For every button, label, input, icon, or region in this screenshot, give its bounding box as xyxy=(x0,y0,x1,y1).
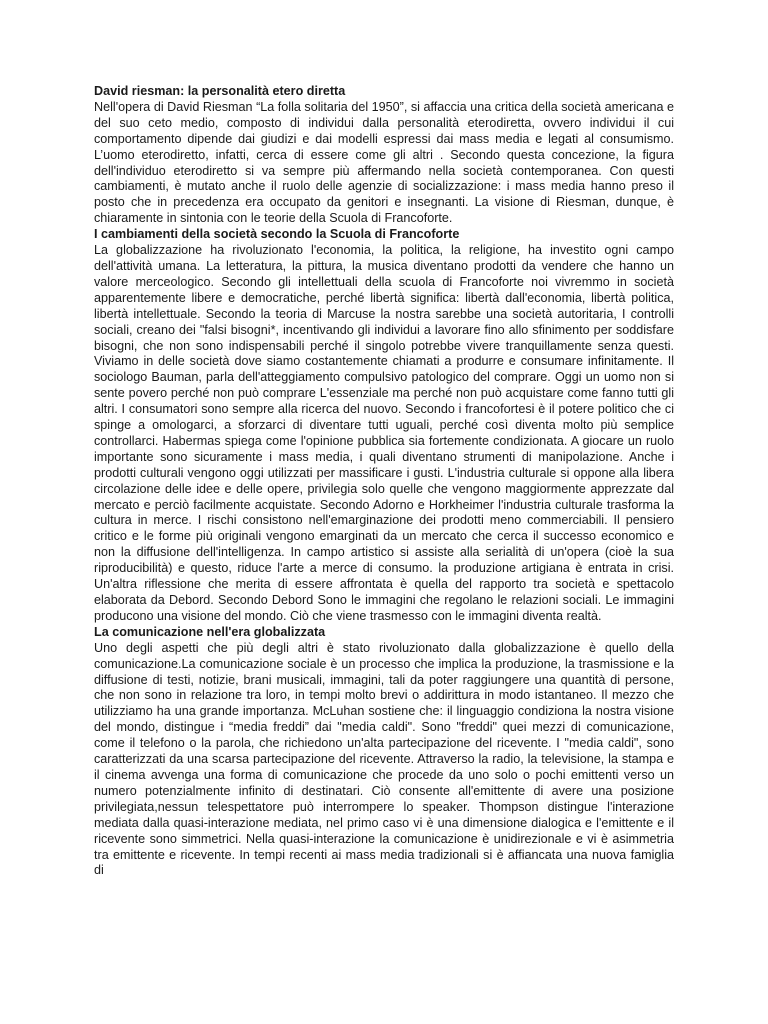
section-body-riesman: Nell'opera di David Riesman “La folla solitaria del 1950”, si affaccia una critica della società americana e del suo ceto medio, composto di individui dalla personalità eterodiretta, ovvero individui il cui comportamento dipende dai giudizi e dai modelli espressi dai mass media e legati al consumismo. L’uomo eterodiretto, infatti, cerca di essere come gli altri . Secondo questa concezione, la figura dell'individuo eterodiretto si va sempre più affermando nella società contemporanea. Con questi cambiamenti, è mutato anche il ruolo delle agenzie di socializzazione: i mass media hanno preso il posto che in precedenza era occupato da genitori e insegnanti. La visione di Riesman, dunque, è chiaramente in sintonia con le teorie della Scuola di Francoforte. xyxy=(94,99,674,226)
section-body-francoforte: La globalizzazione ha rivoluzionato l'economia, la politica, la religione, ha investito ogni campo dell'attività umana. La letteratura, la pittura, la musica diventano prodotti da vendere che hanno un valore merceologico. Secondo gli intellettuali della scuola di Francoforte noi vivremmo in società apparentemente libere e democratiche, perché libertà significa: libertà dall'economia, libertà politica, libertà intellettuale. Secondo la teoria di Marcuse la nostra sarebbe una società autoritaria, I controlli sociali, creano dei "falsi bisogni*, incentivando gli individui a lavorare fino allo sfinimento per soddisfare bisogni, che non sono indispensabili perché il singolo potrebbe vivere tranquillamente senza questi. Viviamo in delle società dove siamo costantemente chiamati a produrre e consumare infinitamente. Il sociologo Bauman, parla dell'atteggiamento compulsivo patologico del comprare. Oggi un uomo non si sente povero perché non può comprare L'essenziale ma perché non può acquistare come fanno tutti gli altri. I consumatori sono sempre alla ricerca del nuovo. Secondo i francofortesi è il potere politico che ci spinge a omologarci, a sforzarci di diventare tutti uguali, perché così diventa molto più semplice controllarci. Habermas spiega come l'opinione pubblica sia fortemente condizionata. A giocare un ruolo importante sono sicuramente i mass media, i quali diventano strumenti di manipolazione. Anche i prodotti culturali vengono oggi utilizzati per massificare i gusti. L'industria culturale si oppone alla libera circolazione delle idee e delle opere, privilegia solo quelle che vengono maggiormente apprezzate dal mercato e perciò facilmente acquistate. Secondo Adorno e Horkheimer l'industria culturale trasforma la cultura in merce. I rischi consistono nell'emarginazione dei prodotti meno commerciabili. Il pensiero critico e le forme più originali vengono emarginati da un mercato che cerca il successo economico e non la diffusione dell'intelligenza. In campo artistico si assiste alla serialità di un'opera (cioè la sua riproducibilità) e questo, riduce l'arte a merce di consumo. la produzione artigiana è entrata in crisi. Un'altra riflessione che merita di essere affrontata è quella del rapporto tra società e spettacolo elaborata da Debord. Secondo Debord Sono le immagini che regolano le relazioni sociali. Le immagini producono una visione del mondo. Ciò che viene trasmesso con le immagini diventa realtà. xyxy=(94,243,674,623)
section-body-comunicazione: Uno degli aspetti che più degli altri è stato rivoluzionato dalla globalizzazione è quello della comunicazione.La comunicazione sociale è un processo che implica la produzione, la trasmissione e la diffusione di testi, notizie, brani musicali, immagini, tali da poter raggiungere una quantità di persone, che non sono in relazione tra loro, in tempi molto brevi o addirittura in modo istantaneo. Il mezzo che utilizziamo ha una grande importanza. McLuhan sostiene che: il linguaggio condiziona la nostra visione del mondo, distingue i “media freddi” dai "media caldi". Sono "freddi" quei mezzi di comunicazione, come il telefono o la parola, che richiedono un'alta partecipazione del ricevente. I "media caldi", sono caratterizzati da una scarsa partecipazione del ricevente. Attraverso la radio, la televisione, la stampa e il cinema avvenga una forma di comunicazione che procede da uno solo o pochi emittenti verso un numero potenzialmente infinito di destinatari. Ciò consente all'emittente di avere una posizione privilegiata,nessun telespettatore può interrompere lo speaker. Thompson distingue l'interazione mediata dalla quasi-interazione mediata, nel primo caso vi è una dimensione dialogica e l'emittente e il ricevente sono simmetrici. Nella quasi-interazione la comunicazione è unidirezionale e vi è asimmetria tra emittente e ricevente. In tempi recenti ai mass media tradizionali si è affiancata una nuova famiglia di xyxy=(94,640,674,878)
document-page xyxy=(94,84,674,879)
section-heading-comunicazione: La comunicazione nell'era globalizzata xyxy=(94,624,326,639)
section-heading-francoforte: I cambiamenti della società secondo la Scuola di Francoforte xyxy=(94,227,460,242)
section-heading-riesman: David riesman: la personalità etero diretta xyxy=(94,84,346,98)
